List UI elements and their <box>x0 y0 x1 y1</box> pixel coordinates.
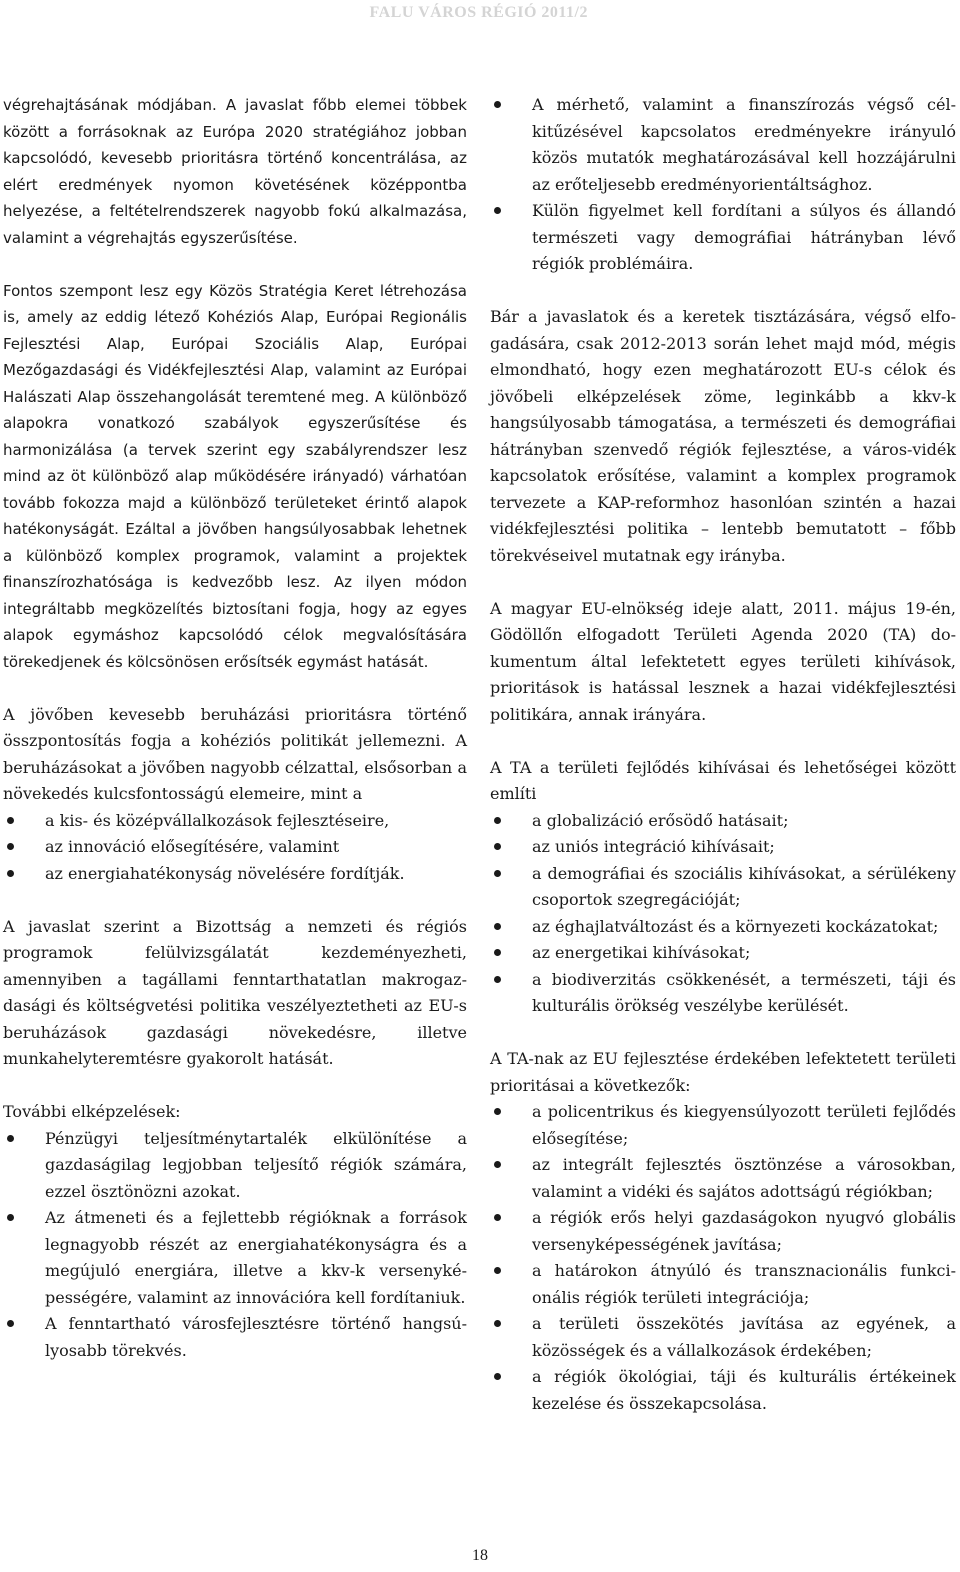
list-item-text: a kis- és középvállalkozások fejlesztéseire, <box>45 810 390 830</box>
list-item-text: a demográfiai és szociális kihívásokat, a sérülékeny csoportok szegregációját; <box>532 863 956 909</box>
list-item-text: Az átmeneti és a fejlettebb régióknak a források legnagyobb részét az energiahatékonyságra és a megújuló energiára, illetve a kkv-k versenyképességére, valamint az innovációra kell fordítaniuk. <box>45 1208 467 1307</box>
bullet-icon <box>494 101 501 108</box>
paragraph: További elképzelések: <box>3 1102 181 1121</box>
list-item <box>3 861 467 888</box>
bullet-icon <box>494 1108 501 1115</box>
list-item <box>490 1205 956 1258</box>
paragraph: A jövőben kevesebb beruházási prioritásra történő összpontosítás fogja a kohéziós politikát jellemezni. A beruházásokat a jövőben nagyobb célzattal, elsősorban a növekedés kulcsfontosságú elemeire, mint a <box>3 704 467 803</box>
bullet-icon <box>494 976 501 983</box>
list-item-text: az energetikai kihívásokat; <box>532 943 751 962</box>
running-header: FALU VÁROS RÉGIÓ 2011/2 <box>369 4 588 21</box>
bullet-icon <box>7 1135 14 1142</box>
paragraph: végrehajtásának módjában. A javaslat főbb elemei többek között a forrásoknak az Európa 2020 stratégiához jobban kapcsolódó, kevesebb prioritásra történő koncentrálása, az elért eredmények nyomon követésének középpontba helyezése, a feltételrendszerek nagyobb fokú alkalmazása, valamint a végrehajtás egyszerűsítése. <box>3 96 467 247</box>
list-item-text: Pénzügyi teljesítménytartalék elkülönítése a gazdaságilag legjobban teljesítő régiók számára, ezzel ösztönözni azokat. <box>45 1128 467 1201</box>
list-item-text: a régiók ökológiai, táji és kulturális értékeinek kezelése és összekapcsolása. <box>532 1367 956 1413</box>
paragraph: Bár a javaslatok és a keretek tisztázására, végső elfogadására, csak 2012-2013 során lehet majd mód, mégis elmondható, hogy ezen meghatározott EU-s célok és jövőbeli elképzelések zöme, leginkább a kkv-k hangsúlyosabb támogatása, a természeti és demográfiai hátrányban szenvedő régiók fejlesztése, a város-vidék kapcsolatok erősítése, valamint a komplex programok tervezete a KAP-reformhoz hasonlóan szintén a hazai vidékfejlesztési politika – lentebb bemutatott – főbb törekvéseivel mutatnak egy irányba. <box>490 307 956 565</box>
list-item <box>490 1099 956 1152</box>
list-item-text: az energiahatékonyság növelésére fordítják. <box>45 863 405 883</box>
paragraph: A TA-nak az EU fejlesztése érdekében lefektetett területi prioritásai a következők: <box>490 1049 956 1095</box>
list-item-text: a területi összekötés javítása az egyének, a közösségek és a vállalkozások érdekében; <box>532 1314 956 1360</box>
paragraph: A javaslat szerint a Bizottság a nemzeti és régiós programok felülvizsgálatát kezdeményezheti, amennyiben a tagállami fenntarthatatlan makrogazdasági és költségvetési politika veszélyeztetheti az EU-s beruházások gazdasági növekedésre, illetve munkahelyteremtésre gyakorolt hatását. <box>3 916 467 1068</box>
list-item <box>490 1364 956 1417</box>
list-item-text: a policentrikus és kiegyensúlyozott területi fejlődés elősegítése; <box>532 1102 956 1148</box>
bullet-icon <box>494 923 501 930</box>
bullet-list <box>490 92 956 278</box>
list-item <box>490 861 956 914</box>
page-number: 18 <box>472 1547 488 1564</box>
paragraph: A magyar EU-elnökség ideje alatt, 2011. május 19-én, Gödöllőn elfogadott Területi Agenda 2020 (TA) dokumentum által lefektetett egyes területi kihívások, prioritások is hatással lesznek a hazai vidékfejlesztési politikára, annak irányára. <box>490 598 956 724</box>
bullet-icon <box>7 1214 14 1221</box>
bullet-icon <box>494 949 501 956</box>
list-item-text: A mérhető, valamint a finanszírozás végső célkitűzésével kapcsolatos eredményekre irányuló közös mutatók meghatározásával kell hozzájárulni az erőteljesebb eredményorientáltsághoz. <box>532 95 956 194</box>
left-column <box>3 92 467 1391</box>
list-item <box>3 1311 467 1364</box>
list-item-text: az integrált fejlesztés ösztönzése a városokban, valamint a vidéki és sajátos adottságú régiókban; <box>532 1155 956 1201</box>
list-item-text: a globalizáció erősödő hatásait; <box>532 810 789 830</box>
bullet-icon <box>7 843 14 850</box>
bullet-icon <box>494 843 501 850</box>
list-item-text: az uniós integráció kihívásait; <box>532 837 775 856</box>
list-item-text: a régiók erős helyi gazdaságokon nyugvó globális versenyképességének javítása; <box>532 1208 956 1254</box>
list-item <box>490 1258 956 1311</box>
list-item <box>490 1152 956 1205</box>
list-item <box>3 1126 467 1206</box>
right-column <box>490 92 956 1444</box>
list-item <box>3 1205 467 1311</box>
paragraph: A TA a területi fejlődés kihívásai és lehetőségei között említi <box>490 757 956 803</box>
list-item <box>490 808 956 835</box>
bullet-icon <box>494 817 501 824</box>
bullet-list <box>3 808 467 888</box>
bullet-icon <box>494 207 501 214</box>
bullet-list <box>490 1099 956 1417</box>
bullet-icon <box>7 817 14 824</box>
bullet-icon <box>494 1267 501 1274</box>
list-item-text: Külön figyelmet kell fordítani a súlyos és állandó természeti vagy demográfiai hátrányban lévő régiók problémáira. <box>532 201 956 273</box>
bullet-icon <box>494 1373 501 1380</box>
list-item-text: a biodiverzitás csökkenését, a természeti, táji és kulturális örökség veszélybe kerülését. <box>532 969 956 1015</box>
list-item <box>490 967 956 1020</box>
bullet-icon <box>7 1320 14 1327</box>
list-item <box>490 940 956 967</box>
list-item <box>490 1311 956 1364</box>
bullet-icon <box>494 1214 501 1221</box>
bullet-list <box>490 808 956 1020</box>
list-item <box>3 834 467 861</box>
list-item <box>490 914 956 941</box>
list-item-text: a határokon átnyúló és transznacionális funkcionális régiók területi integrációja; <box>532 1261 956 1307</box>
bullet-icon <box>7 870 14 877</box>
list-item-text: az éghajlatváltozást és a környezeti kockázatokat; <box>532 916 939 936</box>
list-item <box>3 808 467 835</box>
bullet-list <box>3 1126 467 1365</box>
bullet-icon <box>494 1161 501 1168</box>
list-item-text: A fenntartható városfejlesztésre történő hangsúlyosabb törekvés. <box>45 1314 467 1360</box>
list-item <box>490 92 956 198</box>
list-item <box>490 198 956 278</box>
paragraph: Fontos szempont lesz egy Közös Stratégia Keret létrehozása is, amely az eddig létező Kohéziós Alap, Európai Regionális Fejlesztési Alap, Európai Szociális Alap, Európai Mezőgazdasági és Vidékfejlesztési Alap, valamint az Európai Halászati Alap összehangolását teremtené meg. A különböző alapokra vonatkozó szabályok egyszerűsítése és harmonizálása (a tervek szerint egy szabályrendszer lesz mind az öt különböző alap működésére irányadó) várhatóan tovább fokozza majd a különböző területeket érintő alapok hatékonyságát. Ezáltal a jövőben hangsúlyosabbak lehetnek a különböző komplex programok, valamint a projektek finanszírozhatósága is kedvezőbb lesz. Az ilyen módon integráltabb megközelítés biztosítani fogja, hogy az egyes alapok egymáshoz kapcsolódó célok megvalósítására törekedjenek és kölcsönösen erősítsék egymást hatását. <box>3 281 467 671</box>
bullet-icon <box>494 1320 501 1327</box>
bullet-icon <box>494 870 501 877</box>
list-item <box>490 834 956 861</box>
list-item-text: az innováció elősegítésére, valamint <box>45 837 340 856</box>
